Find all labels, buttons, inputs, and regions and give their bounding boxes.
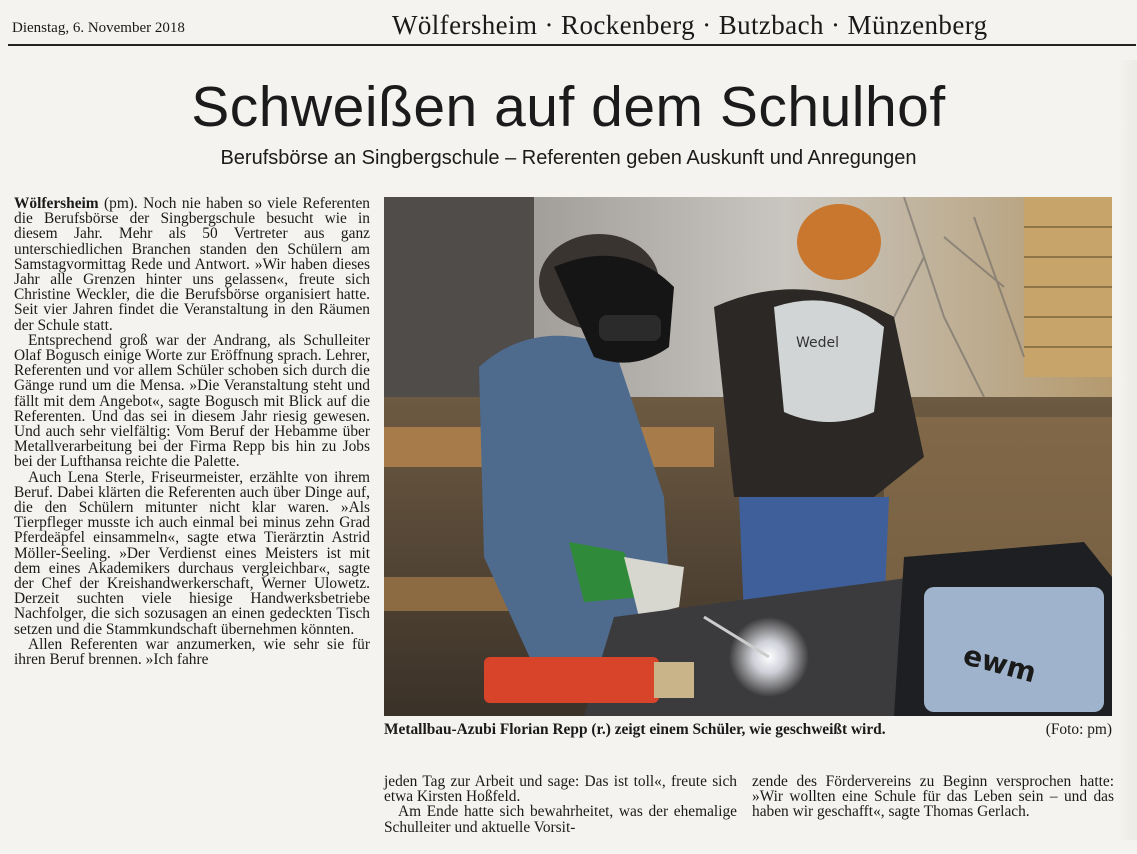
paragraph: Entsprechend groß war der Andrang, als Schulleiter Olaf Bogusch einige Worte zur Eröffnung sprach. Lehrer, Referenten und vor allem Schüler schoben sich durch die Gänge rund um die Mensa. »Die Veranstaltung steht und fällt mit dem Angebot«, sagte Bogusch mit Blick auf die Referenten. Und das sei in diesem Jahr riesig gewesen. Und auch sehr vielfältig: Vom Beruf der Hebamme über Metallverarbeitung bei der Firma Repp bis hin zu Jobs bei der Lufthansa reichte die Palette. (14, 331, 370, 471)
page-edge (1118, 60, 1137, 840)
article-photo (384, 197, 1112, 716)
article-column-2 (384, 774, 737, 835)
dateline: Wölfersheim (14, 195, 99, 212)
helmet-writing: Wedel (796, 335, 840, 351)
header-divider (8, 44, 1136, 46)
paragraph: jeden Tag zur Arbeit und sage: Das ist toll«, freute sich etwa Kirsten Hoßfeld. (384, 773, 737, 806)
photo-credit: (Foto: pm) (1045, 721, 1112, 738)
article-subheadline: Berufsbörse an Singbergschule – Referenten geben Auskunft und Anregungen (220, 147, 917, 169)
photo-caption (384, 721, 1112, 739)
article-column-3 (752, 774, 1114, 820)
caption-text: Metallbau-Azubi Florian Repp (r.) zeigt einem Schüler, wie geschweißt wird. (384, 721, 886, 738)
local-section-title: Wölfersheim · Rockenberg · Butzbach · Münzenberg (392, 10, 988, 40)
machine-brand-logo: ewm (959, 638, 1040, 690)
paragraph: Am Ende hatte sich bewahrheitet, was der ehemalige Schulleiter und aktuelle Vorsit- (384, 803, 737, 836)
article-column-1 (14, 196, 370, 667)
issue-date: Dienstag, 6. November 2018 (12, 20, 185, 36)
paragraph: Auch Lena Sterle, Friseurmeister, erzählte von ihrem Beruf. Dabei klärten die Referenten auch über Dinge auf, die den Schülern mitunter nicht klar waren. »Als Tierpfleger musste ich auch einmal bei minus zehn Grad Pferdeäpfel einsammeln«, sagte etwa Tierärztin Astrid Möller-Seeling. »Der Verdienst eines Meisters ist mit dem eines Akademikers durchaus vergleichbar«, sagte der Chef der Kreishandwerkerschaft, Werner Ulowetz. Derzeit suchten viele hiesige Handwerksbetriebe Nachfolger, die sich sozusagen an einen gedeckten Tisch setzen und die Stammkundschaft übernehmen könnten. (14, 468, 370, 638)
paragraph: zende des Fördervereins zu Beginn versprochen hatte: »Wir wollten eine Schule für das Leben sein – und das haben wir geschafft«, sagte Thomas Gerlach. (752, 773, 1114, 821)
paragraph (14, 196, 370, 333)
paragraph-text: (pm). Noch nie haben so viele Referenten die Berufsbörse der Singbergschule besucht wie in diesem Jahr. Mehr als 50 Vertreter aus ganz unterschiedlichen Branchen standen den Schülern am Samstagvormittag Rede und Antwort. »Wir haben dieses Jahr alle Grenzen hinter uns gelassen«, freute sich Christine Weckler, die die Berufsbörse organisiert hatte. Seit vier Jahren findet die Veranstaltung in den Räumen der Schule statt. (14, 195, 370, 334)
paragraph: Allen Referenten war anzumerken, wie sehr sie für ihren Beruf brennen. »Ich fahre (14, 635, 370, 669)
article-headline: Schweißen auf dem Schulhof (191, 75, 946, 139)
